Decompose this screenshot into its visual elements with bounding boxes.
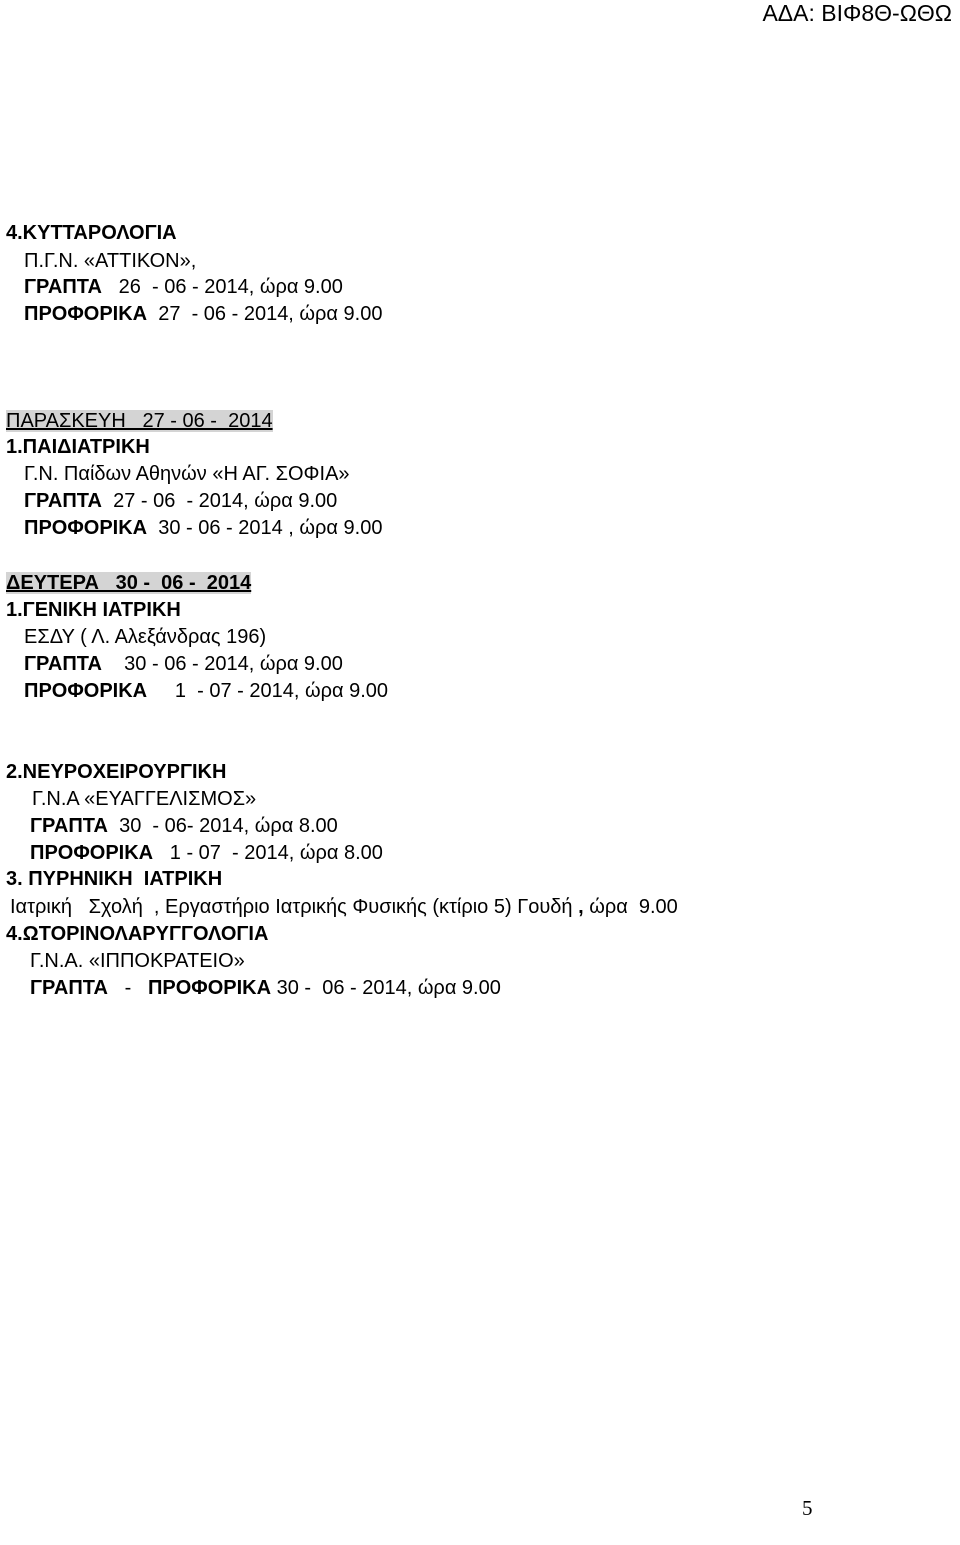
written-label: ΓΡΑΠΤΑ (30, 815, 108, 837)
ada-code: ΑΔΑ: ΒΙΦ8Θ-ΩΘΩ (762, 0, 952, 26)
written-label: ΓΡΑΠΤΑ (24, 653, 102, 675)
oral-label: ΠΡΟΦΟΡΙΚΑ (24, 517, 148, 539)
section-heading: 2.ΝΕΥΡΟΧΕΙΡΟΥΡΓΙΚΗ (6, 761, 227, 783)
oral-date: 1 - 07 - 2014, ώρα 8.00 (153, 842, 383, 864)
day-heading-text: ΠΑΡΑΣΚΕΥΗ 27 - 06 - 2014 (6, 410, 273, 432)
section-heading: 1.ΠΑΙΔΙΑΤΡΙΚΗ (6, 436, 150, 458)
day-heading (6, 408, 273, 434)
hospital-line: Γ.Ν.Α. «ΙΠΠΟΚΡΑΤΕΙΟ» (30, 950, 245, 972)
oral-date: 30 - 06 - 2014 , ώρα 9.00 (147, 517, 383, 539)
day-heading-text: ΔΕΥΤΕΡΑ 30 - 06 - 2014 (6, 572, 252, 594)
oral-label: ΠΡΟΦΟΡΙΚΑ (24, 680, 148, 702)
section-heading: 1.ΓΕΝΙΚΗ ΙΑΤΡΙΚΗ (6, 599, 181, 621)
oral-exam-line (24, 515, 382, 541)
venue-line (10, 894, 678, 920)
oral-date: 27 - 06 - 2014, ώρα 9.00 (147, 303, 383, 325)
venue-text: Ιατρική Σχολή , Εργαστήριο Ιατρικής Φυσικής (κτίριο 5) Γουδή (10, 896, 573, 918)
label-separator: - (107, 977, 148, 999)
combined-date: 30 - 06 - 2014, ώρα 9.00 (271, 977, 501, 999)
oral-exam-line (24, 678, 388, 704)
hospital-line: Γ.Ν. Παίδων Αθηνών «Η ΑΓ. ΣΟΦΙΑ» (24, 463, 350, 485)
oral-label: ΠΡΟΦΟΡΙΚΑ (147, 977, 272, 999)
written-label: ΓΡΑΠΤΑ (24, 490, 102, 512)
hospital-line: ΕΣΔΥ ( Λ. Αλεξάνδρας 196) (24, 626, 267, 648)
written-label: ΓΡΑΠΤΑ (30, 977, 108, 999)
section-heading: 3. ΠΥΡΗΝΙΚΗ ΙΑΤΡΙΚΗ (6, 868, 223, 890)
oral-exam-line (24, 301, 382, 327)
written-date: 30 - 06- 2014, ώρα 8.00 (107, 815, 338, 837)
written-exam-line (30, 813, 338, 839)
section-heading: 4.ΚΥΤΤΑΡΟΛΟΓΙΑ (6, 222, 177, 244)
combined-exam-line (30, 975, 501, 1001)
hospital-line: Π.Γ.Ν. «ΑΤΤΙΚΟΝ», (24, 250, 197, 272)
hospital-line: Γ.Ν.Α «ΕΥΑΓΓΕΛΙΣΜΟΣ» (32, 788, 257, 810)
oral-date: 1 - 07 - 2014, ώρα 9.00 (147, 680, 389, 702)
written-date: 27 - 06 - 2014, ώρα 9.00 (101, 490, 338, 512)
written-exam-line (24, 651, 343, 677)
oral-exam-line (30, 840, 383, 866)
day-heading (6, 570, 251, 596)
written-label: ΓΡΑΠΤΑ (24, 276, 102, 298)
written-date: 30 - 06 - 2014, ώρα 9.00 (101, 653, 343, 675)
page-number: 5 (802, 1496, 813, 1520)
venue-separator: , (572, 896, 590, 918)
written-exam-line (24, 488, 337, 514)
section-heading: 4.ΩΤΟΡΙΝΟΛΑΡΥΓΓΟΛΟΓΙΑ (6, 923, 269, 945)
venue-time: ώρα 9.00 (589, 896, 678, 918)
oral-label: ΠΡΟΦΟΡΙΚΑ (24, 303, 148, 325)
oral-label: ΠΡΟΦΟΡΙΚΑ (30, 842, 154, 864)
written-date: 26 - 06 - 2014, ώρα 9.00 (101, 276, 343, 298)
written-exam-line (24, 274, 343, 300)
